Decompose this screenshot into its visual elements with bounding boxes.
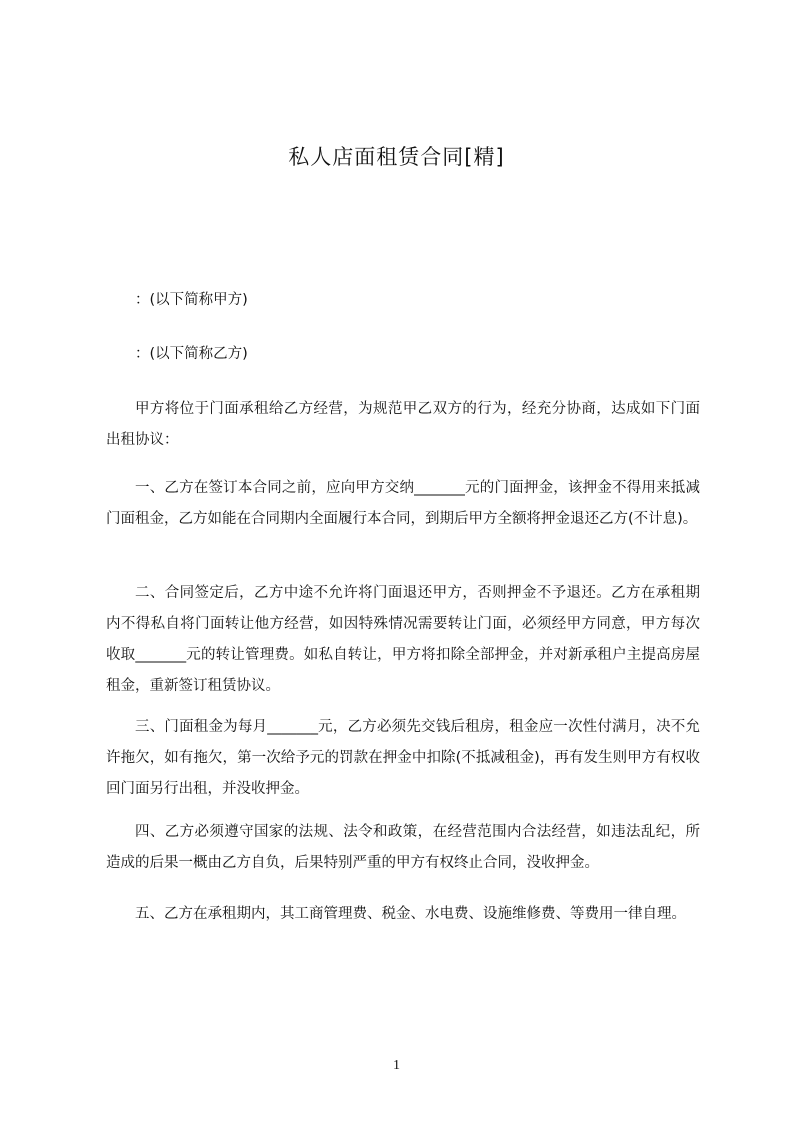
- clause-1: 一、乙方在签订本合同之前，应向甲方交纳_______元的门面押金，该押金不得用来抵减门面租金，乙方如能在合同期内全面履行本合同，到期后甲方全额将押金退还乙方(不计息)。: [106, 480, 700, 527]
- clause-4: 四、乙方必须遵守国家的法规、法令和政策，在经营范围内合法经营，如违法乱纪，所造成的后果一概由乙方自负，后果特别严重的甲方有权终止合同，没收押金。: [106, 824, 700, 871]
- clause-2: 二、合同签定后，乙方中途不允许将门面退还甲方，否则押金不予退还。乙方在承租期内不得私自将门面转让他方经营，如因特殊情况需要转让门面，必须经甲方同意，甲方每次收取_______元的转让管理费。如私自转让，甲方将扣除全部押金，并对新承租户主提高房屋租金，重新签订租赁协议。: [106, 585, 700, 694]
- intro-paragraph: 甲方将位于门面承租给乙方经营，为规范甲乙双方的行为，经充分协商，达成如下门面出租协议：: [106, 401, 700, 448]
- document-title: 私人店面租赁合同[精]: [288, 145, 505, 169]
- page-number: 1: [393, 1058, 400, 1073]
- party-a-line: ：(以下简称甲方): [135, 292, 248, 308]
- party-b-line: ：(以下简称乙方): [135, 346, 248, 362]
- clause-5: 五、乙方在承租期内，其工商管理费、税金、水电费、设施维修费、等费用一律自理。: [135, 906, 686, 922]
- clause-3: 三、门面租金为每月_______元，乙方必须先交钱后租房，租金应一次性付满月，决不允许拖欠，如有拖欠，第一次给予元的罚款在押金中扣除(不抵减租金)，再有发生则甲方有权收回门面另行出租，并没收押金。: [106, 719, 700, 797]
